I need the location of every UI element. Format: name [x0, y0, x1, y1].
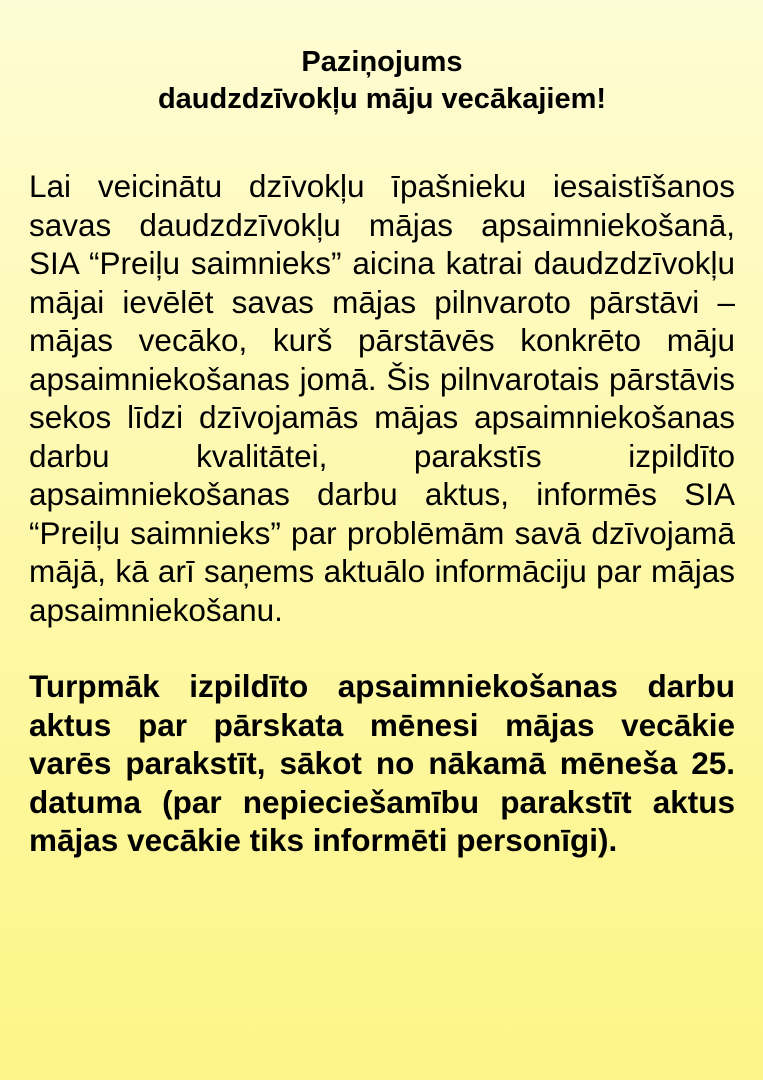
- notice-bold-note: Turpmāk izpildīto apsaimniekošanas darbu aktus par pārskata mēnesi mājas vecākie varēs parakstīt, sākot no nākamā mēneša 25. datuma (par nepieciešamību parakstīt aktus mājas vecākie tiks informēti personīgi).: [29, 668, 735, 858]
- notice-title-line-2: daudzdzīvokļu māju vecākajiem!: [157, 83, 607, 115]
- notice-title: [29, 44, 735, 118]
- notice-title-line-1: Paziņojums: [301, 46, 463, 78]
- notice-body-paragraph: Lai veicinātu dzīvokļu īpašnieku iesaistīšanos savas daudzdzīvokļu mājas apsaimniekošanā, SIA “Preiļu saimnieks” aicina katrai daudzdzīvokļu mājai ievēlēt savas mājas pilnvaroto pārstāvi – mājas vecāko, kurš pārstāvēs konkrēto māju apsaimniekošanas jomā. Šis pilnvarotais pārstāvis sekos līdzi dzīvojamās mājas apsaimniekošanas darbu kvalitātei, parakstīs izpildīto apsaimniekošanas darbu aktus, informēs SIA “Preiļu saimnieks” par problēmām savā dzīvojamā mājā, kā arī saņems aktuālo informāciju par mājas apsaimniekošanu.: [29, 168, 735, 628]
